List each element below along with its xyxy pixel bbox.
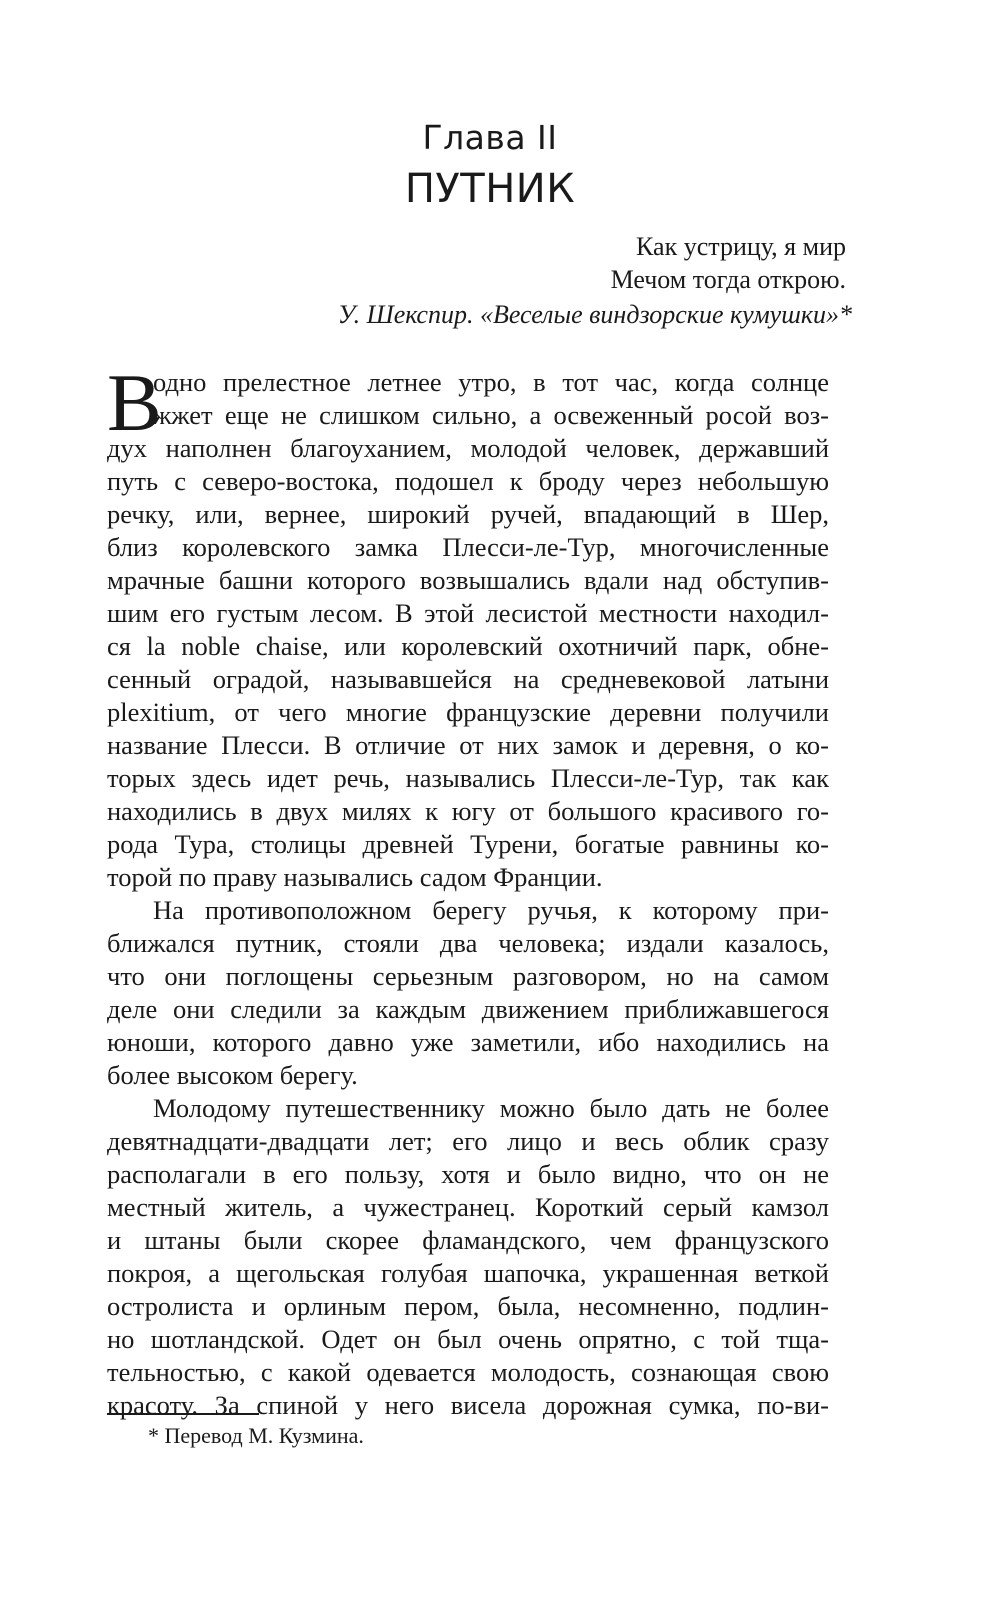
text-line: более высоком берегу. xyxy=(107,1060,358,1090)
epigraph-attribution: У. Шекспир. «Веселые виндзорские кумушки»* xyxy=(337,300,852,329)
text-line: тельностью, с какой одевается молодость, сознающая свою xyxy=(107,1357,829,1387)
text-line: красоту. За спиной у него висела дорожная сумка, по-ви- xyxy=(107,1390,829,1420)
text-line: мрачные башни которого возвышались вдали над обступив- xyxy=(107,565,829,595)
text-line: шим его густым лесом. В этой лесистой местности находил- xyxy=(107,598,829,628)
text-line: девятнадцати-двадцати лет; его лицо и весь облик сразу xyxy=(107,1126,829,1156)
epigraph-line: Как устрицу, я мир xyxy=(636,232,846,261)
text-line: деле они следили за каждым движением приближавшегося xyxy=(107,994,829,1024)
text-line: рода Тура, столицы древней Турени, богатые равнины ко- xyxy=(107,829,829,859)
text-line: plexitium, от чего многие французские деревни получили xyxy=(107,697,829,727)
text-line: речку, или, вернее, широкий ручей, впадающий в Шер, xyxy=(107,499,829,529)
text-line: торых здесь идет речь, назывались Плесси-ле-Тур, так как xyxy=(107,763,829,793)
text-line: путь с северо-востока, подошел к броду через небольшую xyxy=(107,466,829,496)
text-line: дух наполнен благоуханием, молодой человек, державший xyxy=(107,433,829,463)
text-line: местный житель, а чужестранец. Короткий серый камзол xyxy=(107,1192,829,1222)
footnote: * Перевод М. Кузмина. xyxy=(148,1423,364,1448)
text-line: ближался путник, стояли два человека; издали казалось, xyxy=(107,928,829,958)
epigraph-line: Мечом тогда открою. xyxy=(610,265,846,294)
text-line: но шотландской. Одет он был очень опрятно, с той тща- xyxy=(107,1324,829,1354)
text-line: располагали в его пользу, хотя и было видно, что он не xyxy=(107,1159,829,1189)
text-line: жжет еще не слишком сильно, а освеженный росой воз- xyxy=(153,400,829,430)
text-line: одно прелестное летнее утро, в тот час, когда солнце xyxy=(153,367,829,397)
text-line: покроя, а щегольская голубая шапочка, украшенная веткой xyxy=(107,1258,829,1288)
text-line: название Плесси. В отличие от них замок и деревня, о ко- xyxy=(107,730,829,760)
text-line: близ королевского замка Плесси-ле-Тур, многочисленные xyxy=(107,532,829,562)
chapter-title: ПУТНИК xyxy=(404,166,576,212)
text-line: торой по праву назывались садом Франции. xyxy=(107,862,603,892)
drop-cap: В xyxy=(107,357,162,448)
text-line: находились в двух милях к югу от большого красивого го- xyxy=(107,796,829,826)
text-line: юноши, которого давно уже заметили, ибо находились на xyxy=(107,1027,829,1057)
text-line: что они поглощены серьезным разговором, но на самом xyxy=(107,961,829,991)
text-line: ся la noble chaise, или королевский охотничий парк, обне- xyxy=(107,631,829,661)
text-line: сенный оградой, называвшейся на средневековой латыни xyxy=(107,664,829,694)
text-line: остролиста и орлиным пером, была, несомненно, подлин- xyxy=(107,1291,829,1321)
epigraph xyxy=(338,230,852,331)
footnote-rule xyxy=(107,1413,259,1415)
text-line: На противоположном берегу ручья, к которому при- xyxy=(153,895,829,925)
text-line: Молодому путешественнику можно было дать не более xyxy=(153,1093,829,1123)
body-text xyxy=(107,357,829,1422)
text-line: и штаны были скорее фламандского, чем французского xyxy=(107,1225,829,1255)
chapter-label: Глава II xyxy=(422,118,558,157)
